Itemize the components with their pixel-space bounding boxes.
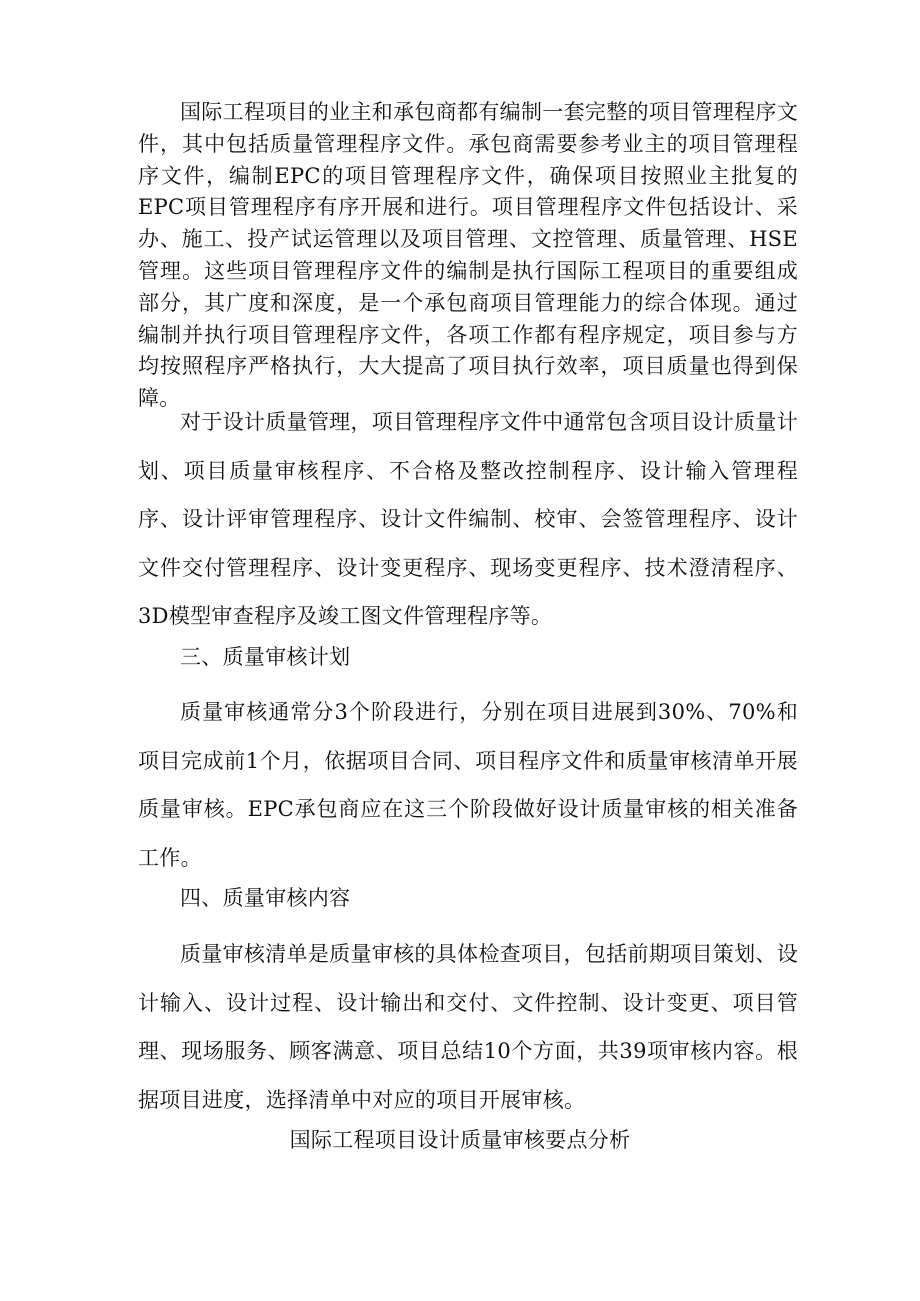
section-heading-3: 三、质量审核计划	[180, 645, 351, 669]
body-paragraph-4: 质量审核清单是质量审核的具体检查项目，包括前期项目策划、设计输入、设计过程、设计输出和交付、文件控制、设计变更、项目管理、现场服务、顾客满意、项目总结10个方面，共39项审核内容。根据项目进度，选择清单中对应的项目开展审核。	[138, 942, 798, 1112]
document-footer-title: 国际工程项目设计质量审核要点分析	[289, 1128, 631, 1152]
body-paragraph-1: 国际工程项目的业主和承包商都有编制一套完整的项目管理程序文件，其中包括质量管理程序文件。承包商需要参考业主的项目管理程序文件，编制EPC的项目管理程序文件，确保项目按照业主批复的EPC项目管理程序有序开展和进行。项目管理程序文件包括设计、采办、施工、投产试运管理以及项目管理、文控管理、质量管理、HSE管理。这些项目管理程序文件的编制是执行国际工程项目的重要组成部分，其广度和深度，是一个承包商项目管理能力的综合体现。通过编制并执行项目管理程序文件，各项工作都有程序规定，项目参与方均按照程序严格执行，大大提高了项目执行效率，项目质量也得到保障。	[138, 100, 798, 411]
section-heading-4: 四、质量审核内容	[180, 886, 351, 910]
body-paragraph-2: 对于设计质量管理，项目管理程序文件中通常包含项目设计质量计划、项目质量审核程序、不合格及整改控制程序、设计输入管理程序、设计评审管理程序、设计文件编制、校审、会签管理程序、设计文件交付管理程序、设计变更程序、现场变更程序、技术澄清程序、3D模型审查程序及竣工图文件管理程序等。	[138, 410, 798, 628]
body-paragraph-3: 质量审核通常分3个阶段进行，分别在项目进展到30%、70%和项目完成前1个月，依据项目合同、项目程序文件和质量审核清单开展质量审核。EPC承包商应在这三个阶段做好设计质量审核的相关准备工作。	[138, 700, 798, 870]
